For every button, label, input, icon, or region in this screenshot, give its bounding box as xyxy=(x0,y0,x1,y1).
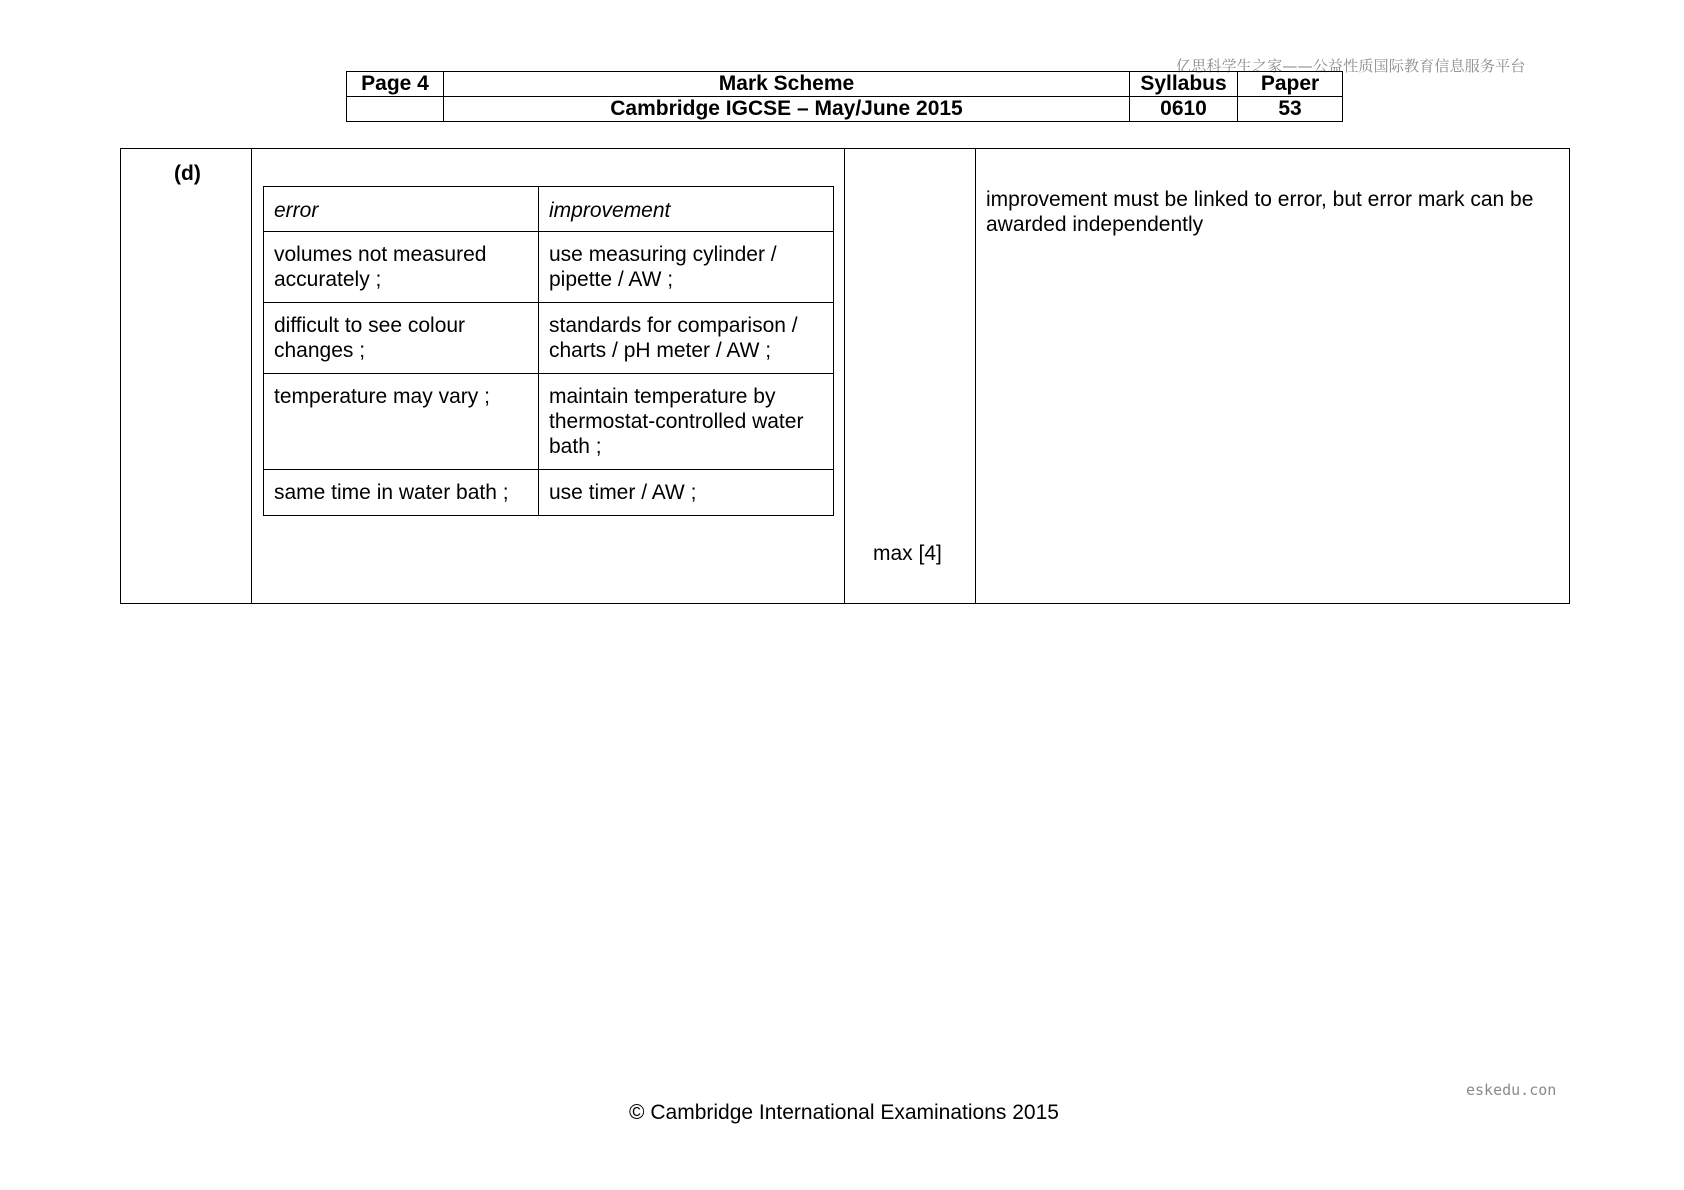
watermark-top: 亿思科学生之家——公益性质国际教育信息服务平台 xyxy=(1176,57,1526,75)
improvement-cell: use measuring cylinder / pipette / AW ; xyxy=(539,232,834,303)
guidance-cell xyxy=(976,149,1570,604)
mark-scheme-table xyxy=(120,148,1570,604)
mark-scheme-header xyxy=(346,71,1343,122)
header-empty-cell xyxy=(347,97,444,122)
improvement-cell: maintain temperature by thermostat-controlled water bath ; xyxy=(539,374,834,470)
answer-cell xyxy=(252,149,845,604)
question-number-cell xyxy=(121,149,252,604)
header-title: Mark Scheme xyxy=(444,72,1130,97)
improvement-cell: standards for comparison / charts / pH meter / AW ; xyxy=(539,303,834,374)
syllabus-label: Syllabus xyxy=(1130,72,1238,97)
syllabus-value: 0610 xyxy=(1130,97,1238,122)
question-number: (d) xyxy=(174,162,201,185)
error-cell: volumes not measured accurately ; xyxy=(264,232,539,303)
marks-value: max [4] xyxy=(873,542,942,565)
footer xyxy=(0,1101,1684,1125)
paper-label: Paper xyxy=(1238,72,1343,97)
answer-table xyxy=(263,186,834,516)
page-label: Page 4 xyxy=(347,72,444,97)
column-header-improvement: improvement xyxy=(539,187,834,232)
error-cell: difficult to see colour changes ; xyxy=(264,303,539,374)
table-row xyxy=(264,303,834,374)
answer-table-header-row xyxy=(264,187,834,232)
error-cell: temperature may vary ; xyxy=(264,374,539,470)
header-subtitle: Cambridge IGCSE – May/June 2015 xyxy=(444,97,1130,122)
column-header-error: error xyxy=(264,187,539,232)
table-row xyxy=(264,374,834,470)
paper-value: 53 xyxy=(1238,97,1343,122)
marks-cell xyxy=(845,149,976,604)
improvement-cell: use timer / AW ; xyxy=(539,470,834,516)
error-cell: same time in water bath ; xyxy=(264,470,539,516)
table-row xyxy=(264,232,834,303)
table-row xyxy=(264,470,834,516)
copyright-text: © Cambridge International Examinations 2015 xyxy=(629,1101,1059,1124)
watermark-bottom: eskedu.con xyxy=(1466,1081,1557,1099)
guidance-text: improvement must be linked to error, but error mark can be awarded independently xyxy=(986,188,1534,236)
